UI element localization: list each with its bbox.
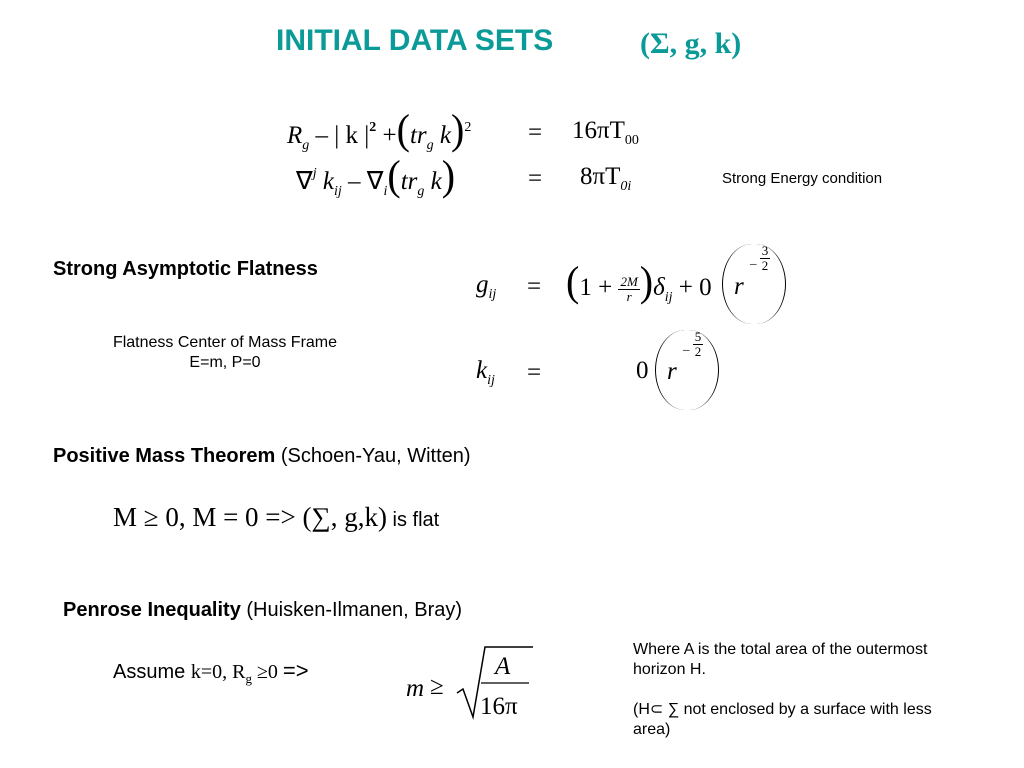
k-symbol: k <box>476 357 488 384</box>
positive-mass-heading <box>53 445 471 468</box>
penrose-note-2: (H⊂ ∑ not enclosed by a surface with less area) <box>633 701 932 738</box>
g-r: r <box>734 273 744 300</box>
k-zero: 0 <box>636 357 649 384</box>
assume-text: Assume <box>113 661 191 683</box>
flatness-heading: Strong Asymptotic Flatness <box>53 258 318 280</box>
penrose-heading <box>63 599 462 622</box>
ineq-den-text: 16π <box>480 693 518 720</box>
penrose-assumption <box>113 658 309 687</box>
eq2-trace-sub: g <box>417 184 425 199</box>
g-lhs <box>476 272 496 302</box>
assume-math-1: k=0, R <box>190 661 246 683</box>
g-exponent <box>750 244 770 273</box>
pmt-heading-bold: Positive Mass Theorem <box>53 445 276 467</box>
eq1-outer-sup: 2 <box>464 120 472 135</box>
title-text: INITIAL DATA SETS <box>276 24 554 57</box>
eq2-equals: = <box>528 165 543 192</box>
eq1-k: k <box>439 122 452 149</box>
g-frac-den: r <box>626 288 632 304</box>
eq1-lhs: R <box>287 122 303 149</box>
eq2-close-paren: ) <box>441 151 456 200</box>
eq1-trace-sub: g <box>426 138 434 153</box>
k-r: r <box>667 358 677 385</box>
positive-mass-statement <box>113 502 439 533</box>
pmt-statement-text: is flat <box>387 509 440 531</box>
g-fraction <box>618 275 639 304</box>
penrose-note-1: Where A is the total area of the outermost horizon H. <box>633 641 928 678</box>
g-delta: δ <box>653 274 665 301</box>
title-math: (Σ, g, k) <box>640 27 742 60</box>
eq1-sup2: 2 <box>369 120 377 135</box>
eq2-open-paren: ( <box>387 151 401 200</box>
eq2-trace: tr <box>400 168 418 195</box>
g-rhs <box>566 257 712 306</box>
eq1-rhs-text: 16πT <box>572 117 625 144</box>
k-exp-num: 5 <box>694 329 702 344</box>
frame-line-2: E=m, P=0 <box>189 354 261 371</box>
g-exp-num: 3 <box>761 243 769 258</box>
eq1-rhs <box>572 118 639 148</box>
ineq-ge: ≥ <box>430 673 444 700</box>
g-sub: ij <box>488 287 497 302</box>
k-exp-frac <box>693 330 704 359</box>
eq2-rhs <box>580 164 631 194</box>
k-lhs <box>476 358 495 388</box>
k-exp-den: 2 <box>694 344 702 359</box>
pmt-statement-math: M ≥ 0, M = 0 => (∑, g,k) <box>113 502 387 532</box>
eq2-sub-i: i <box>383 184 388 199</box>
ineq-denominator <box>480 694 518 719</box>
eq2-kk: k <box>430 168 442 195</box>
penrose-heading-bold: Penrose Inequality <box>63 599 241 621</box>
assume-arrow: => <box>282 658 309 683</box>
g-exp-sign: – <box>750 255 757 271</box>
eq1-rhs-sub: 00 <box>624 133 639 148</box>
eq1-plus: + <box>382 122 397 149</box>
k-exponent <box>683 330 703 359</box>
assume-math-2: ≥0 <box>251 661 283 683</box>
k-equals: = <box>527 359 542 386</box>
page-title <box>276 24 553 58</box>
constraint-equation-2 <box>296 151 456 200</box>
eq2-nabla: ∇ <box>296 168 313 195</box>
g-equals: = <box>527 273 542 300</box>
g-frac-num: 2M <box>620 273 638 289</box>
ineq-m: m <box>406 675 425 702</box>
strong-energy-note: Strong Energy condition <box>722 170 883 187</box>
ineq-numerator: A <box>495 653 511 680</box>
flatness-frame <box>80 333 370 373</box>
g-symbol: g <box>476 271 489 298</box>
eq2-rhs-text: 8πT <box>580 163 621 190</box>
g-close-paren: ) <box>639 257 654 306</box>
eq1-equals: = <box>528 119 543 146</box>
eq1-minus: – | k | <box>315 122 370 149</box>
g-exp-frac <box>760 244 771 273</box>
g-one: 1 + <box>579 274 613 301</box>
eq2-k: k <box>322 168 334 195</box>
g-open-paren: ( <box>566 257 580 306</box>
eq1-close-paren: ) <box>451 105 465 154</box>
k-sub: ij <box>487 373 495 388</box>
eq2-minus: – ∇ <box>348 168 384 195</box>
assume-sub: g <box>245 671 252 686</box>
eq1-open-paren: ( <box>396 105 410 154</box>
eq2-sub-ij: ij <box>333 184 342 199</box>
eq1-sub: g <box>302 138 310 153</box>
g-plus-zero: + 0 <box>678 274 712 301</box>
g-delta-sub: ij <box>664 290 673 305</box>
penrose-heading-rest: (Huisken-Ilmanen, Bray) <box>240 599 463 621</box>
frame-line-1: Flatness Center of Mass Frame <box>112 334 338 351</box>
pmt-heading-rest: (Schoen-Yau, Witten) <box>275 445 471 467</box>
eq1-trace: tr <box>409 122 427 149</box>
eq2-sup-j: j <box>312 166 317 181</box>
g-exp-den: 2 <box>761 258 769 273</box>
k-exp-sign: – <box>683 341 690 357</box>
constraint-equation-1 <box>287 105 472 154</box>
eq2-rhs-sub: 0i <box>620 179 632 194</box>
